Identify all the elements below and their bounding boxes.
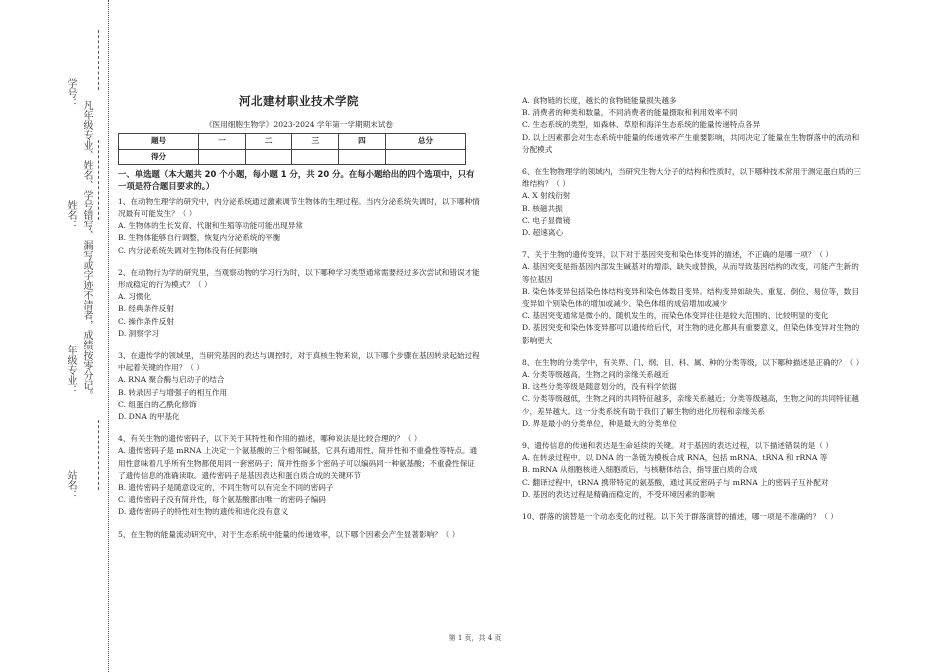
score-header-cell: 四 [339, 134, 386, 149]
left-column [118, 95, 480, 551]
question-1 [118, 196, 480, 257]
option: C. 遗传密码子没有简并性，每个氨基酸都由唯一的密码子编码 [118, 495, 326, 505]
score-cell[interactable] [339, 149, 386, 164]
score-header-cell: 题号 [119, 134, 199, 149]
question-stem: 9、遗传信息的传递和表达是生命延续的关键。对于基因的表达过程，以下描述错误的是（ ） [522, 441, 833, 451]
question-stem: 8、在生物的分类学中，有关界、门、纲、目、科、属、种的分类等级，以下哪种描述是正确的？（ ） [522, 357, 864, 367]
option: C. 操作条件反射 [118, 316, 174, 326]
option: D. DNA 的甲基化 [118, 412, 180, 422]
question-2 [118, 267, 480, 340]
option: D. 基因的表达过程是精确而稳定的，不受环境因素的影响 [522, 489, 715, 499]
question-stem: 6、在生物物理学的领域内，当研究生物大分子的结构和性质时，以下哪种技术常用于测定蛋白质的三维结构？（ ） [522, 167, 861, 189]
option: C. 电子显微镜 [522, 215, 571, 225]
option: D. 洞察学习 [118, 328, 160, 338]
option: B. 消费者的种类和数量，不同消费者的能量摄取和利用效率不同 [522, 108, 738, 118]
binding-margin [0, 0, 118, 672]
id-line [98, 30, 99, 90]
option: B. mRNA 从细胞核进入细胞质后，与核糖体结合，指导蛋白质的合成 [522, 465, 758, 475]
score-cell[interactable] [385, 149, 465, 164]
option: A. RNA 聚合酶与启动子的结合 [118, 375, 225, 385]
option: C. 分类等级越低，生物之间的共同特征越多，亲缘关系越近；分类等级越高，生物之间的共同特征越少，差异越大。这一分类系统有助于我们了解生物的进化历程和亲缘关系 [522, 394, 859, 416]
option: C. 基因突变通常是微小的、随机发生的，而染色体变异往往是较大范围的、比较明显的变化 [522, 311, 829, 321]
school-title: 河北建材职业技术学院 [239, 94, 359, 108]
score-cell[interactable] [292, 149, 339, 164]
option: B. 核磁共振 [522, 203, 563, 213]
score-table [118, 133, 466, 164]
option: A. 基因突变是指基因内部发生碱基对的增添、缺失或替换，从而导致基因结构的改变，可能产生新的等位基因 [522, 262, 859, 284]
question-stem: 1、在动物生理学的研究中，内分泌系统通过激素调节生物体的生理过程。当内分泌系统失调时，以下哪种情况最有可能发生？（ ） [118, 196, 480, 219]
question-stem: 2、在动物行为学的研究里，当观察动物的学习行为时，以下哪种学习类型通常需要经过多次尝试和错误才能形成稳定的行为模式？（ ） [118, 267, 480, 290]
option: C. 生态系统的类型，如森林、草原和海洋生态系统的能量传递特点各异 [522, 120, 761, 130]
grade-major-label: 年级专业： [65, 345, 76, 395]
option: C. 内分泌系统失调对生物体没有任何影响 [118, 245, 258, 255]
question-4 [118, 433, 480, 518]
question-stem: 10、群落的演替是一个动态变化的过程。以下关于群落演替的描述，哪一项是不准确的？（ ） [522, 512, 838, 522]
option: D. 界是最小的分类单位，种是最大的分类单位 [522, 418, 677, 428]
option: A. 食物链的长度，越长的食物链能量损失越多 [522, 96, 677, 105]
option: D. 以上因素都会对生态系统中能量的传递效率产生重要影响，共同决定了能量在生物群落中的流动和分配模式 [522, 132, 860, 154]
question-3 [118, 350, 480, 423]
question-stem: 4、有关生物的遗传密码子，以下关于其特性和作用的描述，哪种说法是比较合理的？（ ） [118, 434, 422, 444]
right-column [522, 95, 862, 533]
seal-line [108, 0, 109, 672]
question-9 [522, 440, 862, 501]
option: A. 生物体的生长发育、代谢和生殖等功能可能出现异常 [118, 221, 303, 231]
option: C. 翻译过程中，tRNA 携带特定的氨基酸，通过其反密码子与 mRNA 上的密码子互补配对 [522, 477, 829, 487]
question-10 [522, 511, 862, 523]
site-name-label: 站名： [65, 470, 76, 500]
question-7 [522, 249, 862, 347]
section-heading: 一、单选题（本大题共 20 个小题，每小题 1 分，共 20 分。在每小题给出的四个选项中，只有一项是符合题目要求的。） [118, 168, 475, 192]
page-footer: 第 1 页，共 4 页 [448, 634, 502, 642]
score-header-cell: 总分 [385, 134, 465, 149]
option: B. 遗传密码子是随意设定的，不同生物可以有完全不同的密码子 [118, 483, 334, 493]
option: B. 染色体变异包括染色体结构变异和染色体数目变异。结构变异如缺失、重复、倒位、易位等，数目变异如个别染色体的增加或减少、染色体组的成倍增加或减少 [522, 286, 859, 309]
option: A. 习惯化 [118, 292, 152, 302]
question-8 [522, 357, 862, 430]
question-stem: 5、在生物的能量流动研究中，对于生态系统中能量的传递效率，以下哪个因素会产生显著影响？（ ） [118, 529, 460, 539]
score-header-cell: 二 [245, 134, 292, 149]
question-6 [522, 166, 862, 239]
exam-subtitle: 《医用细胞生物学》2023-2024 学年第一学期期末试卷 [205, 120, 393, 130]
warning-text: 凡年级专业、姓名、学号错写、漏写或字迹不清者，成绩按零分记。 [81, 100, 92, 400]
question-stem: 3、在遗传学的领域里，当研究基因的表达与调控时，对于真核生物来说，以下哪个步骤在基因转录起始过程中起着关键的作用？（ ） [118, 351, 480, 373]
score-row-label: 得分 [119, 149, 199, 164]
option: A. 分类等级越高，生物之间的亲缘关系越近 [522, 370, 669, 380]
option: B. 生物体能够自行调整，恢复内分泌系统的平衡 [118, 233, 281, 243]
option: D. 基因突变和染色体变异都可以遗传给后代，对生物的进化都具有重要意义，但染色体变异对生物的影响更大 [522, 323, 860, 345]
question-5-options [522, 95, 862, 156]
student-id-label: 学号： [65, 78, 76, 108]
option: A. X 射线衍射 [522, 191, 571, 201]
score-header-cell: 一 [199, 134, 246, 149]
question-5 [118, 529, 480, 541]
option: B. 转录因子与增强子的相互作用 [118, 387, 228, 397]
option: B. 这些分类等级是随意划分的，没有科学依据 [522, 382, 677, 392]
score-header-cell: 三 [292, 134, 339, 149]
score-cell[interactable] [199, 149, 246, 164]
question-stem: 7、关于生物的遗传变异，以下对于基因突变和染色体变异的描述，不正确的是哪一项？（ ） [522, 250, 833, 260]
name-line [98, 140, 99, 220]
score-cell[interactable] [245, 149, 292, 164]
option: D. 遗传密码子的特性对生物的遗传和进化没有意义 [118, 507, 289, 517]
option: A. 遗传密码子是 mRNA 上决定一个氨基酸的三个相邻碱基，它具有通用性、简并性和不重叠性等特点。通用性意味着几乎所有生物都使用同一套密码子；简并性指多个密码子可以编码同一种氨基酸；不重叠性保证了遗传信息的准确读取。遗传密码子是基因表达和蛋白质合成的关键环节 [118, 446, 478, 480]
option: A. 在转录过程中，以 DNA 的一条链为模板合成 RNA，包括 mRNA、tRNA 和 rRNA 等 [522, 453, 828, 463]
option: C. 组蛋白的乙酰化修饰 [118, 399, 197, 409]
option: B. 经典条件反射 [118, 304, 174, 314]
name-label: 姓名： [65, 200, 76, 230]
site-line [98, 420, 99, 490]
option: D. 超速离心 [522, 228, 564, 238]
